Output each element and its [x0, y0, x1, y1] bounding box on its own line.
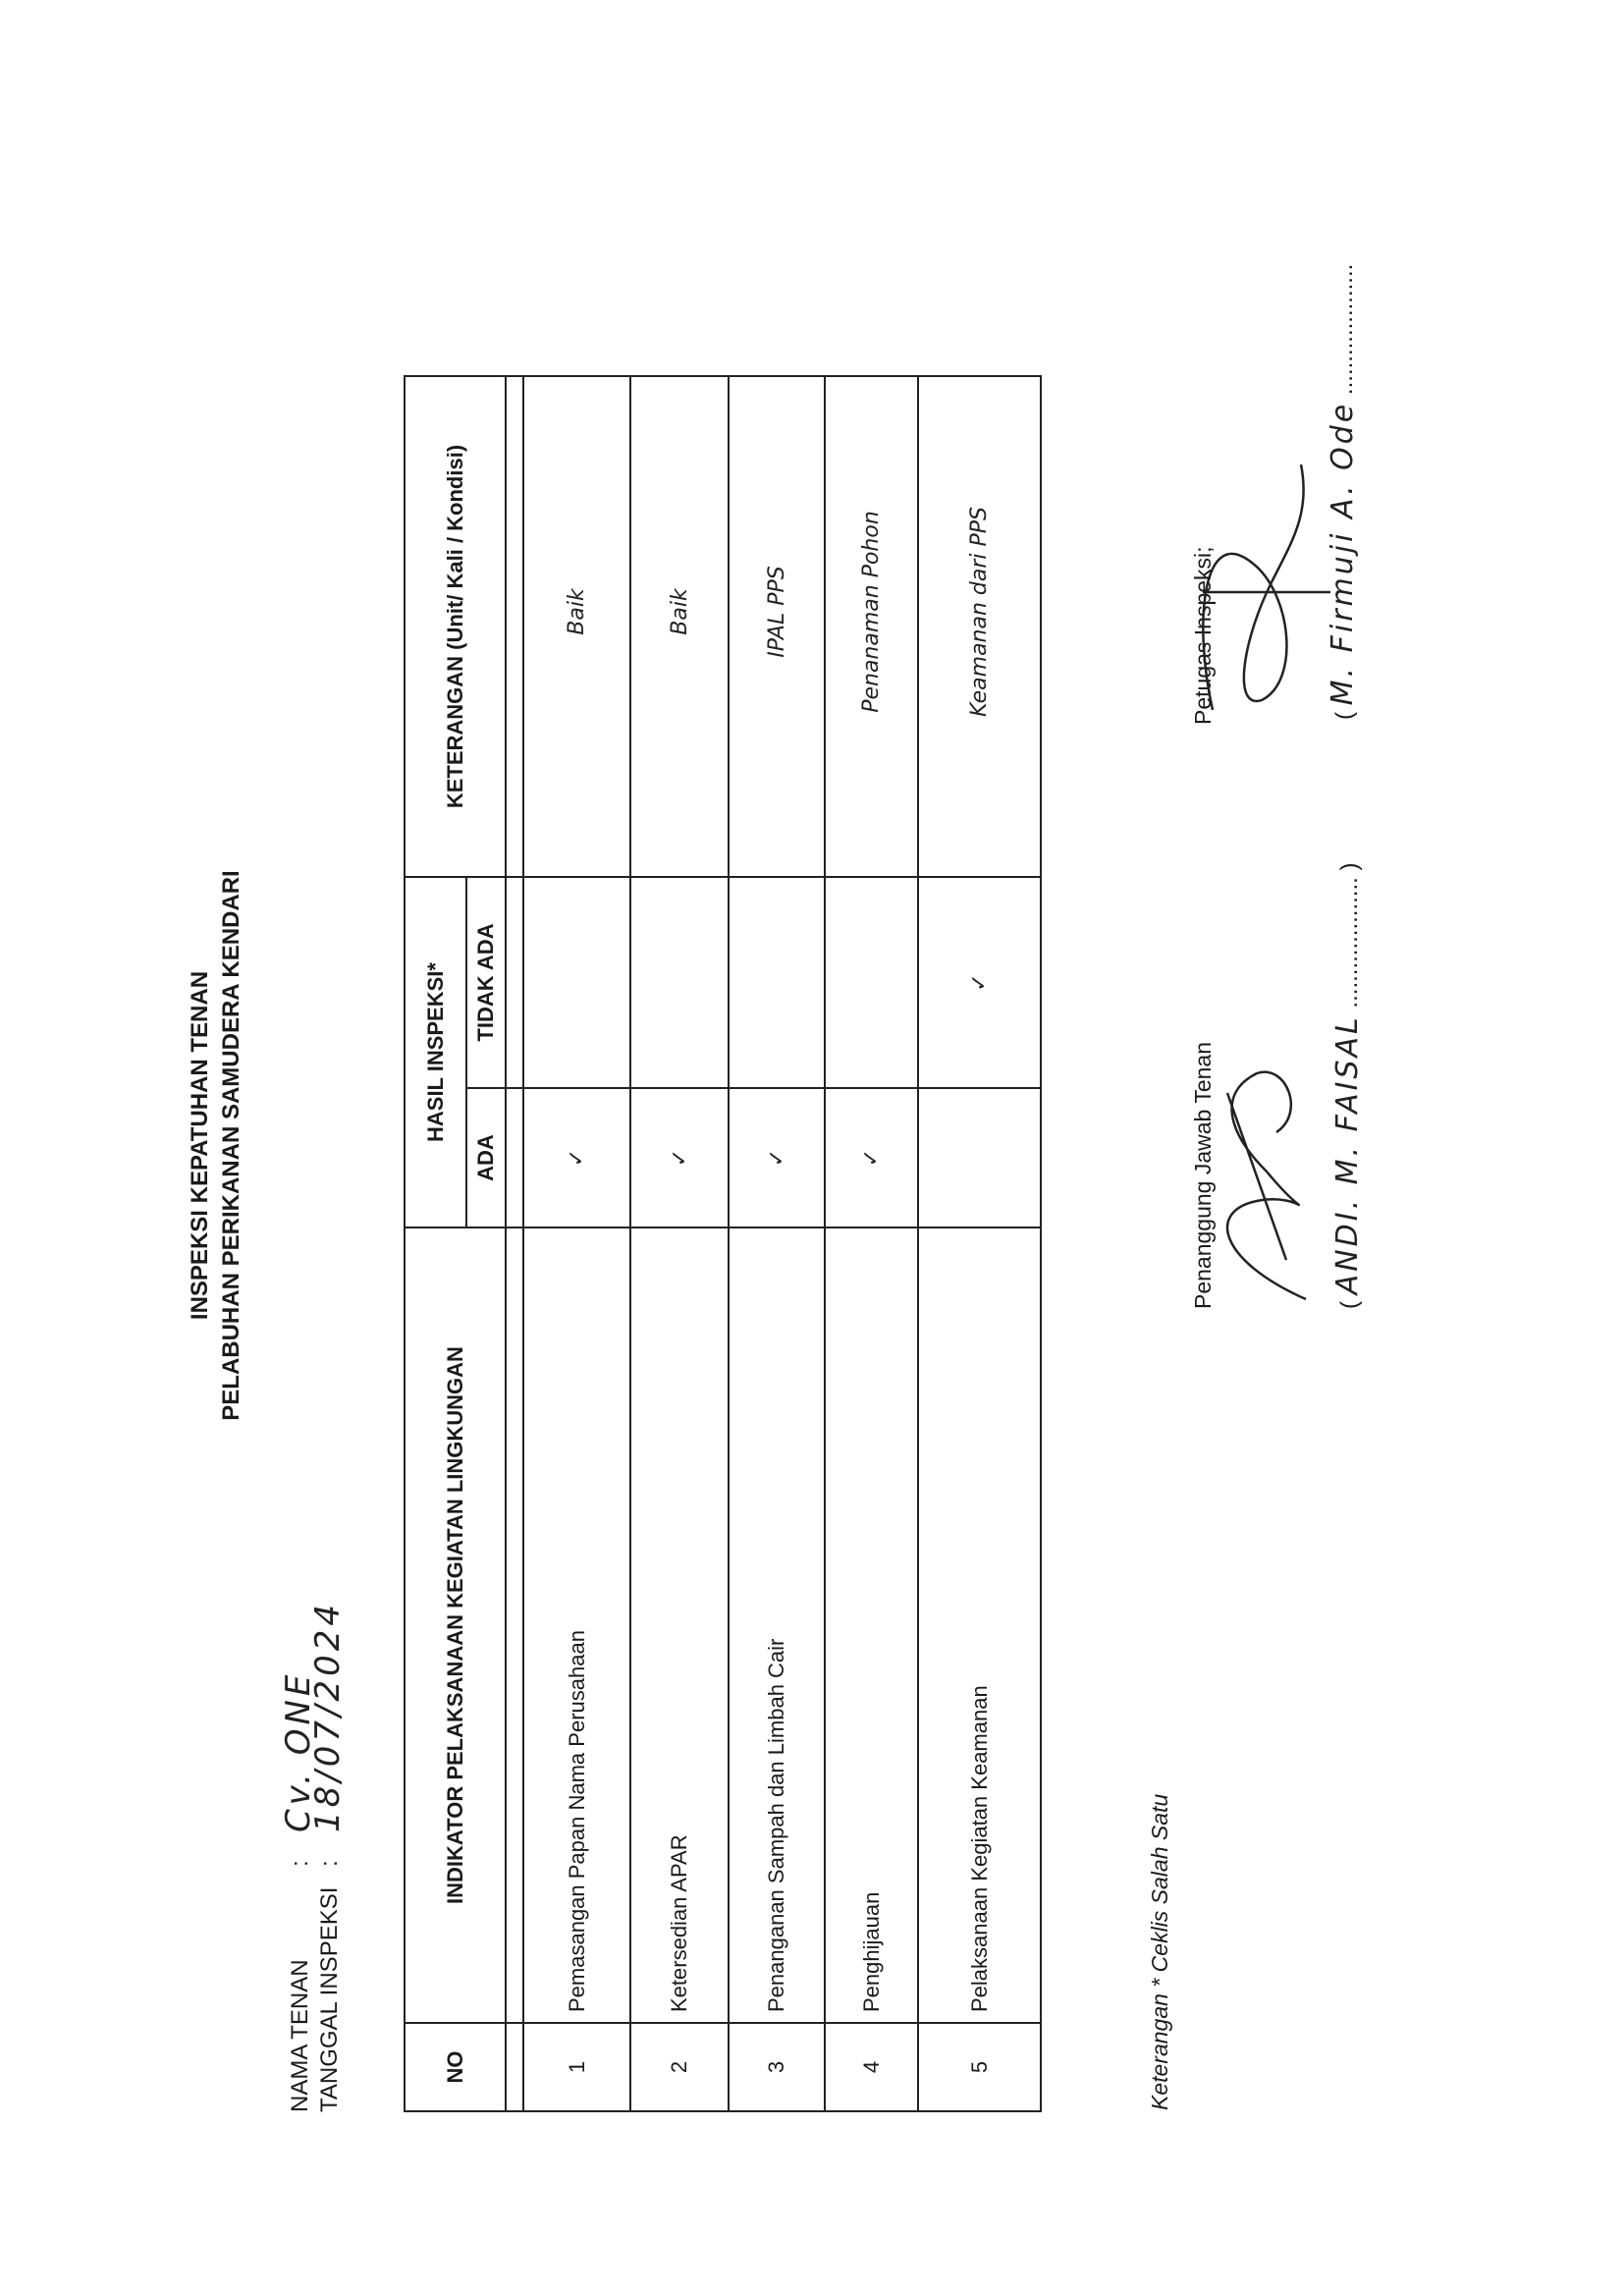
row-ada-check: [918, 1088, 1041, 1227]
row-tidak-ada-check: [630, 877, 729, 1088]
row-indikator: Pemasangan Papan Nama Perusahaan: [523, 1227, 630, 2023]
row-ada-check: ✓: [630, 1088, 729, 1227]
table-row: [918, 376, 1041, 2111]
tanggal-value: 18/07/2024: [308, 1601, 348, 1832]
header-ada: ADA: [466, 1088, 506, 1227]
row-indikator: Pelaksanaan Kegiatan Keamanan: [918, 1227, 1041, 2023]
tenant-sign-title: Penanggung Jawab Tenan: [1190, 1042, 1216, 1309]
doc-title: INSPEKSI KEPATUHAN TENAN: [187, 970, 213, 1321]
dots: ....................: [1331, 263, 1358, 396]
footnote: Keterangan * Ceklis Salah Satu: [1147, 1793, 1172, 2110]
row-ada-check: ✓: [825, 1088, 918, 1227]
close-paren: ): [1336, 862, 1363, 871]
row-no: 4: [825, 2023, 918, 2111]
spacer-row: [506, 376, 523, 2111]
row-keterangan: Penanaman Pohon: [825, 376, 918, 877]
open-paren: (: [1336, 1301, 1363, 1309]
header-tidak-ada: TIDAK ADA: [466, 877, 506, 1088]
row-keterangan: IPAL PPS: [729, 376, 825, 877]
nama-tenan-label: NAMA TENAN: [287, 1959, 313, 2112]
header-hasil: HASIL INSPEKSI*: [405, 877, 466, 1227]
row-indikator: Penanganan Sampah dan Limbah Cair: [729, 1227, 825, 2023]
table-row: [523, 376, 630, 2111]
inspection-table: [404, 375, 1042, 2112]
row-tidak-ada-check: [523, 877, 630, 1088]
colon: :: [287, 1860, 313, 1867]
row-indikator: Penghijauan: [825, 1227, 918, 2023]
tenant-name-line: [1330, 863, 1365, 1309]
row-keterangan: Keamanan dari PPS: [918, 376, 1041, 877]
header-indikator: INDIKATOR PELAKSANAAN KEGIATAN LINGKUNGAN: [405, 1227, 506, 2023]
doc-subtitle: PELABUHAN PERIKANAN SAMUDERA KENDARI: [218, 870, 244, 1421]
open-paren: (: [1331, 712, 1358, 720]
officer-sign-title: Petugas Inspeksi;: [1190, 546, 1216, 725]
header-keterangan: KETERANGAN (Unit/ Kali / Kondisi): [405, 376, 506, 877]
table-row: [825, 376, 918, 2111]
officer-signature-scribble: [1193, 425, 1340, 739]
tenant-name: ANDI. M. FAISAL: [1330, 1014, 1365, 1295]
row-no: 2: [630, 2023, 729, 2111]
row-ada-check: ✓: [729, 1088, 825, 1227]
row-tidak-ada-check: [825, 877, 918, 1088]
tenant-signature-scribble: [1198, 1024, 1335, 1319]
dots: ....................: [1336, 877, 1363, 1009]
row-no: 3: [729, 2023, 825, 2111]
row-no: 5: [918, 2023, 1041, 2111]
row-keterangan: Baik: [523, 376, 630, 877]
nama-tenan-value: Cv. ONE: [279, 1670, 318, 1832]
row-indikator: Ketersedian APAR: [630, 1227, 729, 2023]
colon: :: [316, 1860, 343, 1867]
officer-name-line: [1326, 264, 1360, 720]
row-no: 1: [523, 2023, 630, 2111]
tanggal-label: TANGGAL INSPEKSI: [316, 1886, 343, 2112]
row-tidak-ada-check: [729, 877, 825, 1088]
table-row: [630, 376, 729, 2111]
table-row: [729, 376, 825, 2111]
header-no: NO: [405, 2023, 506, 2111]
officer-name: M. Firmuji A. Ode: [1326, 401, 1360, 706]
row-ada-check: ✓: [523, 1088, 630, 1227]
row-keterangan: Baik: [630, 376, 729, 877]
row-tidak-ada-check: ✓: [918, 877, 1041, 1088]
